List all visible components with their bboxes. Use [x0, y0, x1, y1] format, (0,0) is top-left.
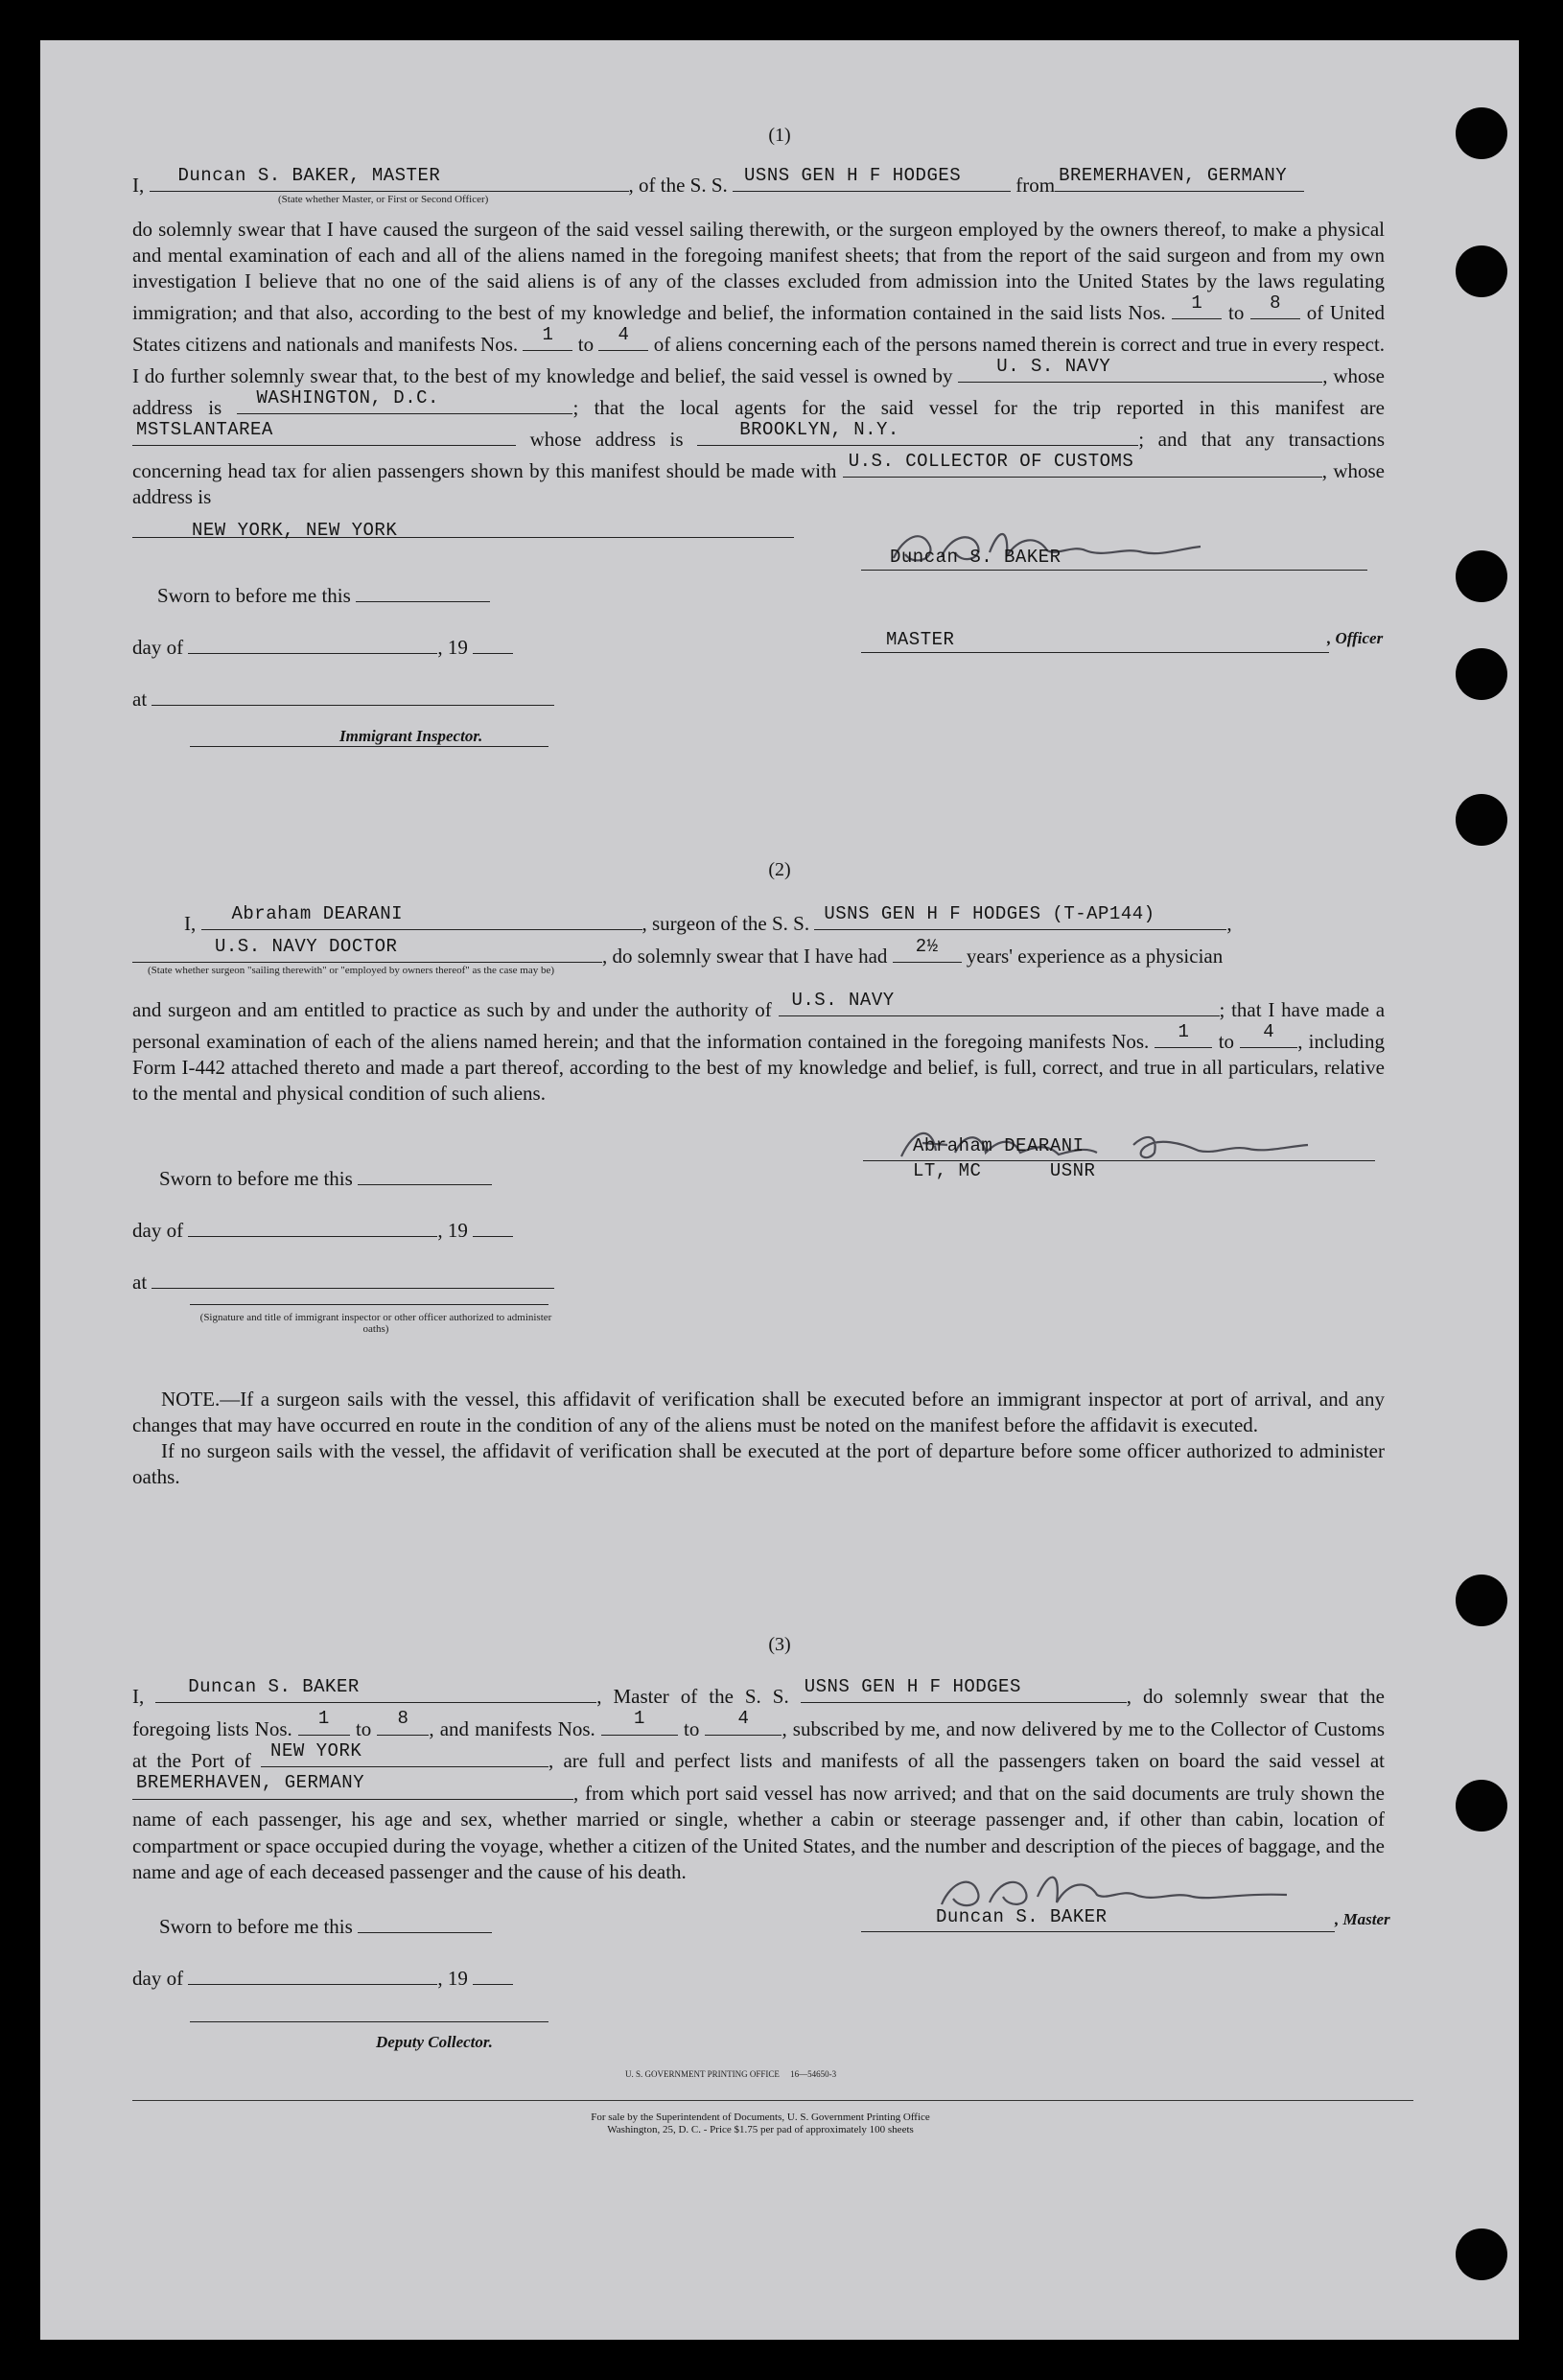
master-name: Duncan S. BAKER: [188, 1675, 360, 1697]
binder-hole: [1456, 1780, 1507, 1832]
binder-hole: [1456, 648, 1507, 700]
vessel-at: BREMERHAVEN, GERMANY: [136, 1772, 365, 1793]
note: NOTE.—If a surgeon sails with the vessel, this affidavit of verification shall be executed before an immigrant inspector at port of arrival, and any changes that may have occurred en route in the condition of any of the aliens must be noted on the manifest before the affidavit is executed. If no surgeon sails with the vessel, the affidavit of verification shall be executed at the port of departure before some officer authorized to administer oaths.: [132, 1388, 1385, 1488]
from-place: BREMERHAVEN, GERMANY: [1059, 165, 1288, 186]
port: NEW YORK: [270, 1739, 362, 1762]
at-line: at: [132, 681, 1379, 712]
deputy-sig-line: [190, 2021, 548, 2022]
section2-signer: Abraham DEARANI: [913, 1135, 1085, 1156]
binder-hole: [1456, 245, 1507, 297]
owner-address: WASHINGTON, D.C.: [256, 387, 439, 408]
master-caption: , Master: [1335, 1910, 1390, 1928]
sworn-line: Sworn to before me this: [159, 1160, 1406, 1192]
section1-signer: Duncan S. BAKER: [890, 547, 1061, 568]
at-line: at: [132, 1264, 1379, 1295]
sworn-line: Sworn to before me this: [159, 1908, 1406, 1940]
inspector-sig-line: [190, 1304, 548, 1305]
binder-hole: [1456, 794, 1507, 846]
day-line: day of , 19: [132, 1960, 1379, 1992]
manifest-affidavit-page: [40, 40, 1519, 2340]
ship-name: USNS GEN H F HODGES (T-AP144): [824, 903, 1155, 924]
section3-signer: Duncan S. BAKER: [936, 1906, 1108, 1927]
section2-body: and surgeon and am entitled to practice as such by and under the authority of U.S. NAVY ; that I have made a personal examination of each of the aliens named herein; and that the information contained in the foregoing manifests Nos. 1 to 4 , including Form I-442 attached thereto and made a part thereof, according to the best of my knowledge and belief, is full, correct, and true in all particulars, relative to the mental and physical condition of such aliens.: [132, 990, 1386, 1105]
years: 2½: [915, 936, 939, 957]
binder-hole: [1456, 550, 1507, 602]
agents: MSTSLANTAREA: [136, 419, 273, 440]
master-hint: (State whether Master, or First or Second Officer): [278, 194, 489, 205]
inspector-sig-line: [190, 746, 548, 747]
binder-hole: [1456, 2228, 1507, 2280]
section3-body: I, Duncan S. BAKER , Master of the S. S. USNS GEN H F HODGES , do solemnly swear that the foregoing lists Nos. 1 to 8 , and manifests Nos. 1 to 4 , subscribed by me, and now delivered by me to the Collector of Customs at the Port of NEW YORK , are full and perfect lists and manifests of all the passengers taken on board the said vessel at BREMERHAVEN, GERMANY , from which port said vessel has now arrived; and that on the said documents are truly shown the name of each passenger, his age and sex, whether married or single, whether a cabin or steerage passenger and, if other than cabin, location of compartment or space occupied during the voyage, whether a citizen of the United States, and the number and description of the pieces of baggage, and the name and age of each deceased passenger and the cause of his death.: [132, 1675, 1386, 1883]
surgeon-status: U.S. NAVY DOCTOR: [215, 936, 398, 957]
surgeon-name: Abraham DEARANI: [231, 903, 404, 924]
status-hint: (State whether surgeon "sailing therewith" or "employed by owners thereof" as the case may be): [148, 965, 555, 976]
section-number: (1): [768, 125, 791, 146]
master-name: Duncan S. BAKER, MASTER: [177, 165, 441, 186]
surgeon-line: I, Abraham DEARANI , surgeon of the S. S. USNS GEN H F HODGES (T-AP144) ,: [184, 903, 1232, 935]
authority: U.S. NAVY: [791, 990, 895, 1011]
master-line: I, Duncan S. BAKER, MASTER , of the S. S. USNS GEN H F HODGES from BREMERHAVEN, GERMANY: [132, 167, 1379, 198]
owner: U. S. NAVY: [996, 356, 1111, 377]
section-number: (2): [768, 859, 791, 880]
section1-signer-title: MASTER: [886, 629, 955, 650]
agents-address: BROOKLYN, N.Y.: [739, 419, 899, 440]
collector-address: NEW YORK, NEW YORK: [192, 520, 398, 541]
day-line: day of , 19: [132, 1212, 1379, 1244]
deputy-caption: Deputy Collector.: [376, 2033, 493, 2051]
sworn-line: Sworn to before me this: [157, 577, 1404, 609]
footer: For sale by the Superintendent of Documents, U. S. Government Printing Office Washington, 25, D. C. - Price $1.75 per pad of approximately 100 sheets: [591, 2112, 930, 2135]
gpo-imprint: U. S. GOVERNMENT PRINTING OFFICE 16—54650-3: [625, 2069, 837, 2079]
footer-rule: [132, 2100, 1413, 2101]
sig-hint: (Signature and title of immigrant inspector or other officer authorized to administer oaths): [199, 1312, 552, 1335]
ship-name: USNS GEN H F HODGES: [804, 1675, 1021, 1697]
binder-hole: [1456, 1575, 1507, 1626]
status-line: U.S. NAVY DOCTOR , do solemnly swear that I have had 2½ years' experience as a physician: [132, 938, 1379, 969]
collector: U.S. COLLECTOR OF CUSTOMS: [848, 451, 1134, 472]
ship-name: USNS GEN H F HODGES: [744, 165, 962, 186]
section-number: (3): [768, 1634, 791, 1655]
day-line: day of , 19: [132, 629, 1379, 661]
section1-body: do solemnly swear that I have caused the surgeon of the said vessel sailing therewith, or the surgeon employed by the owners thereof, to make a physical and mental examination of each and all of the aliens named in the foregoing manifest sheets; that from the report of the said surgeon and from my own investigation I believe that no one of the said aliens is of any of the classes excluded from admission into the United States by the laws regulating immigration; and that also, according to the best of my knowledge and belief, the information contained in the said lists Nos. 1 to 8 of United States citizens and nationals and manifests Nos. 1 to 4 of aliens concerning each of the persons named therein is correct and true in every respect. I do further solemnly swear that, to the best of my knowledge and belief, the said vessel is owned by U. S. NAVY , whose address is WASHINGTON, D.C. ; that the local agents for the said vessel for the trip reported in this manifest are MSTSLANTAREA whose address is BROOKLYN, N.Y. ; and that any transactions concerning head tax for alien passengers shown by this manifest should be made with U.S. COLLECTOR OF CUSTOMS , whose address is: [132, 218, 1386, 508]
inspector-caption: Immigrant Inspector.: [339, 727, 483, 745]
section2-signer-rank: LT, MC USNR: [913, 1160, 1096, 1181]
officer-caption: , Officer: [1327, 629, 1384, 647]
